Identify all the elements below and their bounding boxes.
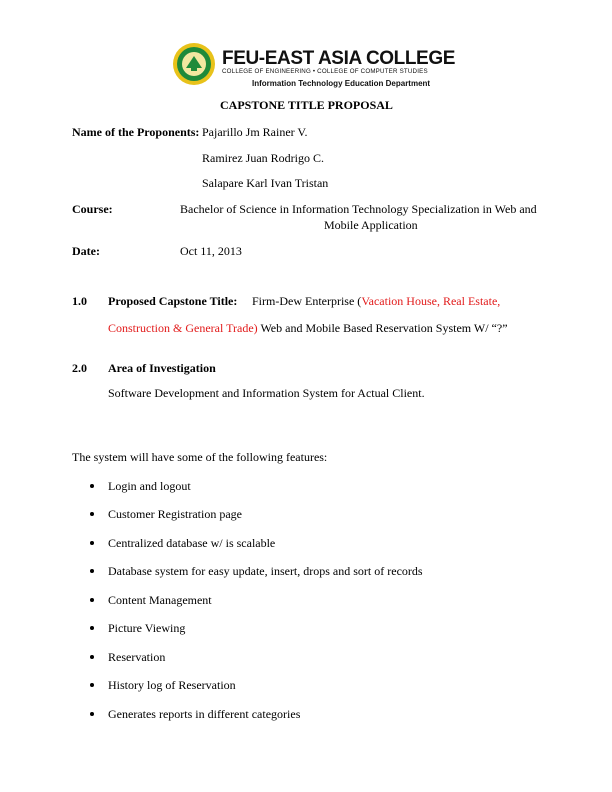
course-label: Course:: [72, 202, 113, 216]
bullet-icon: [90, 712, 94, 716]
feature-item: Login and logout: [108, 479, 191, 493]
section-1-number: 1.0: [72, 294, 87, 308]
feature-item: Reservation: [108, 650, 166, 664]
course-line-1: Bachelor of Science in Information Technology Specialization in Web and: [180, 202, 537, 216]
bullet-icon: [90, 655, 94, 659]
proponent-1: Pajarillo Jm Rainer V.: [202, 125, 308, 139]
section-2-body: Software Development and Information System for Actual Client.: [108, 386, 425, 400]
bullet-icon: [90, 484, 94, 488]
feature-item: History log of Reservation: [108, 678, 236, 692]
date-label: Date:: [72, 244, 100, 258]
bullet-icon: [90, 683, 94, 687]
feature-item: Picture Viewing: [108, 621, 186, 635]
bullet-icon: [90, 541, 94, 545]
bullet-icon: [90, 626, 94, 630]
section-2-number: 2.0: [72, 361, 87, 375]
feature-item: Customer Registration page: [108, 507, 242, 521]
bullet-icon: [90, 569, 94, 573]
section-2-heading: Area of Investigation: [108, 361, 216, 375]
feature-item: Database system for easy update, insert, drops and sort of records: [108, 564, 423, 578]
features-intro: The system will have some of the following features:: [72, 450, 328, 464]
feature-item: Centralized database w/ is scalable: [108, 536, 276, 550]
proponent-3: Salapare Karl Ivan Tristan: [202, 176, 329, 190]
capstone-title-red-2: Construction & General Trade): [108, 321, 258, 335]
bullet-icon: [90, 598, 94, 602]
college-name: FEU-EAST ASIA COLLEGE: [222, 48, 455, 69]
document-title: CAPSTONE TITLE PROPOSAL: [220, 98, 393, 112]
course-line-2: Mobile Application: [324, 218, 418, 232]
capstone-title-line-1: [252, 294, 500, 309]
proponent-2: Ramirez Juan Rodrigo C.: [202, 151, 324, 165]
capstone-title-end: Web and Mobile Based Reservation System W/ “?”: [257, 321, 508, 335]
proponents-label: Name of the Proponents:: [72, 125, 200, 139]
college-subtitle: COLLEGE OF ENGINEERING • COLLEGE OF COMPUTER STUDIES: [222, 68, 428, 75]
bullet-icon: [90, 512, 94, 516]
section-1-heading: Proposed Capstone Title:: [108, 294, 238, 308]
feature-item: Generates reports in different categories: [108, 707, 301, 721]
capstone-title-line-2: [108, 321, 508, 336]
capstone-title-start: Firm-Dew Enterprise (: [252, 294, 362, 308]
feature-item: Content Management: [108, 593, 212, 607]
capstone-title-red-1: Vacation House, Real Estate,: [361, 294, 501, 308]
department-name: Information Technology Education Department: [252, 79, 431, 88]
date-value: Oct 11, 2013: [180, 244, 242, 258]
college-seal-logo: [172, 42, 216, 86]
